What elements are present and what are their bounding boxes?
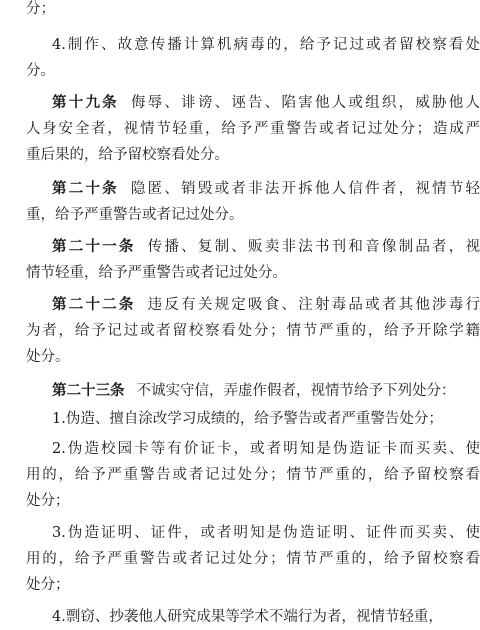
- text-line: 分。: [26, 63, 55, 79]
- article-heading: 第二十三条: [52, 382, 125, 399]
- text-line: 用的，给予严重警告或者记过处分；情节严重的，给予留校察看: [26, 467, 480, 483]
- text-line: 为者，给予记过或者留校察看处分；情节严重的，给予开除学籍: [26, 323, 480, 339]
- article-line: 第二十三条 不诚实守信，弄虚作假者，视情节给予下列处分：: [52, 382, 456, 399]
- article-heading: 第二十条: [52, 180, 119, 197]
- article-line: 第二十一条 传播、复制、贩卖非法书刊和音像制品者，视: [52, 238, 480, 255]
- text-line: 情节轻重，给予严重警告或者记过处分。: [26, 265, 287, 281]
- list-item: 4.剽窃、抄袭他人研究成果等学术不端行为者，视情节轻重，: [52, 609, 443, 625]
- text-line: 重，给予严重警告或者记过处分。: [26, 207, 244, 223]
- list-item: 2.伪造校园卡等有价证卡，或者明知是伪造证卡而买卖、使: [52, 441, 480, 457]
- text-line: 处分；: [26, 493, 70, 509]
- article-heading: 第十九条: [52, 94, 119, 111]
- text-line: 处分；: [26, 577, 70, 593]
- text-line: 4.制作、故意传播计算机病毒的，给予记过或者留校察看处: [52, 37, 480, 53]
- text-line: 分；: [26, 1, 55, 17]
- list-item: 3.伪造证明、证件，或者明知是伪造证明、证件而买卖、使: [52, 525, 480, 541]
- text-line: 人身安全者，视情节轻重，给予严重警告或者记过处分；造成严: [26, 121, 480, 137]
- article-line: 第二十条 隐匿、销毁或者非法开拆他人信件者，视情节轻: [52, 180, 480, 197]
- text-line: 用的，给予严重警告或者记过处分；情节严重的，给予留校察看: [26, 551, 480, 567]
- article-heading: 第二十一条: [52, 238, 136, 255]
- article-line: 第二十二条 违反有关规定吸食、注射毒品或者其他涉毒行: [52, 296, 480, 313]
- text-line: 重后果的，给予留校察看处分。: [26, 147, 229, 163]
- article-line: 第十九条 侮辱、诽谤、诬告、陷害他人或组织，威胁他人: [52, 94, 480, 111]
- article-heading: 第二十二条: [52, 296, 136, 313]
- list-item: 1.伪造、擅自涂改学习成绩的，给予警告或者严重警告处分；: [52, 411, 443, 427]
- text-line: 处分。: [26, 349, 70, 365]
